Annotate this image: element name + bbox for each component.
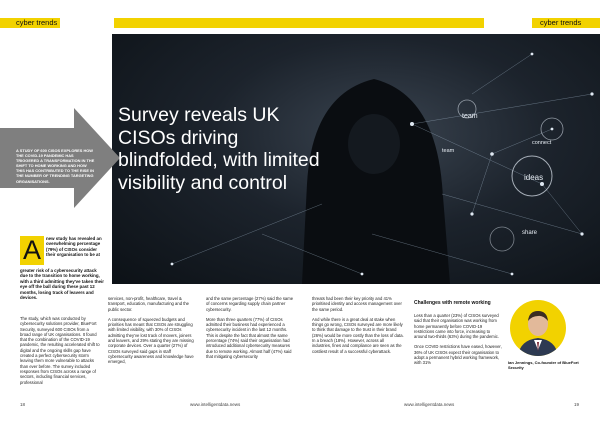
footer-url-left[interactable]: www.intelligentdata.news	[190, 402, 241, 407]
hero-label: team	[442, 148, 455, 154]
intro-text-continued: greater risk of a cybersecurity attack due to the transition to home working, with a third admitting they've taken their eye off the ball during these past 12 months, losing track of leavers and devices.	[20, 268, 104, 301]
body-paragraph: and the same percentage (27%) said the same of concerns regarding supply chain partner cybersecurity.	[206, 296, 294, 312]
body-paragraph: threats had been their key priority and 41% prioritised identity and access management over the same period.	[312, 296, 402, 312]
body-column-3	[206, 296, 296, 364]
page-number-right: 19	[574, 402, 580, 407]
portrait-illustration	[510, 300, 566, 356]
intro-text: new study has revealed an overwhelming percentage (79%) of CISOs consider their organisation to be at	[46, 236, 102, 258]
portrait-caption: Ian Jennings, Co-founder of BlueFort Security	[508, 360, 579, 370]
author-portrait	[510, 300, 566, 356]
body-column-5	[414, 313, 502, 371]
article-headline: Survey reveals UK CISOs driving blindfolded, with limited visibility and control	[118, 104, 320, 194]
network-node-bubble	[490, 227, 514, 251]
body-column-4	[312, 296, 404, 359]
standfirst-text: A STUDY OF 600 CISOS EXPLORES HOW THE COVID-19 PANDEMIC HAS TRIGGERED A TRANSFORMATION IN THE SHIFT TO HOME WORKING AND HOW THIS HAS CONTRIBUTED TO THE RISE IN THE NUMBER OF TRENDING TARGETING ORGANISATIONS.	[16, 148, 95, 184]
hero-label: connect	[532, 140, 552, 146]
body-paragraph: The study, which was conducted by cybersecurity solutions provider, BlueFort Security, surveyed 600 CISOs from a broad range of UK organisations. It found that the combination of the COVID-19 pandemic, the resulting accelerated shift to digital and the ongoing skills gap have created a perfect cybersecurity storm leaving them more vulnerable to attacks than ever before. The survey included responses from CISOs across a range of sectors, including financial services, professional	[20, 316, 100, 385]
section-subheading: Challenges with remote working	[414, 300, 491, 306]
section-tag-right: cyber trends	[540, 18, 582, 27]
body-paragraph: services, non-profit, healthcare, travel & transport, education, manufacturing and the public sector.	[108, 296, 190, 312]
body-paragraph: And while there is a great deal at stake when things go wrong, CISOs surveyed are more likely to think that damage to the trust in their brand (26%) would be more costly than the loss of data. In a breach (18%). However, across all industries, fines and compliance are seen as the costliest result of a successful cyberattack.	[312, 316, 404, 354]
body-paragraph: Once COVID restrictions have eased, however, 36% of UK CISOs expect their organisation to adopt a permanent hybrid working framework, with 31%	[414, 344, 502, 366]
page-number-left: 18	[20, 402, 26, 407]
section-tag-left: cyber trends	[16, 18, 58, 27]
body-paragraph: A consequence of squeezed budgets and priorities has meant that CISOs are struggling with limited visibility, with 30% of CISOs admitting they've lost track of movers, joiners and leavers, and 29% stating they are missing corporate devices. Over a quarter (27%) of CISOs surveyed said gaps in staff cybersecurity awareness and knowledge have emerged,	[108, 316, 194, 365]
body-paragraph: More than three quarters (77%) of CISOs admitted their business had experienced a cybersecurity incident in the last 12 months. This is despite the fact that almost the same percentage (74%) said their organisation had introduced additional cybersecurity measures due to remote working. Almost half (47%) said that mitigating cybersecurity	[206, 316, 292, 359]
face-shadow	[348, 114, 400, 174]
header-bar-center	[114, 18, 484, 28]
hero-label: share	[522, 230, 538, 236]
body-column-1	[20, 316, 100, 390]
hero-label: ideas	[524, 173, 544, 182]
body-column-2	[108, 296, 196, 370]
hero-label: team	[462, 113, 478, 120]
drop-cap: A	[20, 236, 44, 265]
footer-url-right[interactable]: www.intelligentdata.news	[404, 402, 455, 407]
body-paragraph: Less than a quarter (23%) of CISOs surveyed said that their organisation was working from home permanently before COVID-19 restrictions came into force, increasing to around two-thirds (63%) during the pandemic.	[414, 313, 499, 340]
